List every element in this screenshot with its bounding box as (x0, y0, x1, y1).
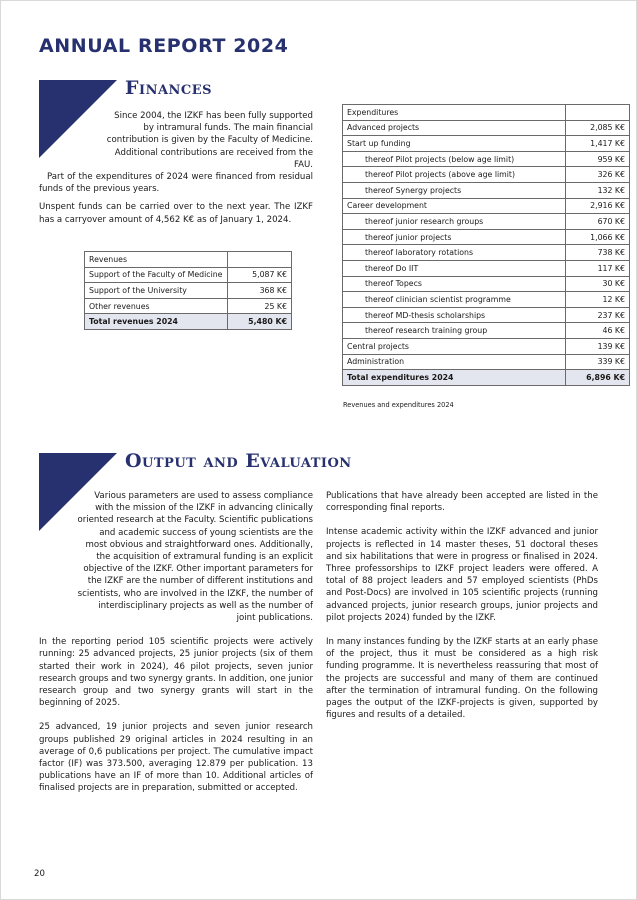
expenditure-value: 117 K€ (566, 260, 630, 276)
expenditure-label: Advanced projects (343, 120, 566, 136)
table-row (343, 198, 630, 214)
table-row (343, 323, 630, 339)
table-row (343, 214, 630, 230)
expenditure-value: 30 K€ (566, 276, 630, 292)
revenue-label: Other revenues (85, 298, 228, 314)
finances-text (39, 110, 313, 226)
expenditure-value: 2,916 K€ (566, 198, 630, 214)
expenditure-sublabel: thereof MD-thesis scholarships (343, 307, 566, 323)
expenditures-table (342, 104, 630, 386)
table-row (343, 292, 630, 308)
table-row (343, 151, 630, 167)
revenue-label: Support of the University (85, 283, 228, 299)
output-heading: Output and Evaluation (125, 450, 352, 472)
total-expenditures-value: 6,896 K€ (566, 370, 630, 386)
revenue-label: Support of the Faculty of Medicine (85, 267, 228, 283)
expenditure-value: 46 K€ (566, 323, 630, 339)
expenditure-label: Administration (343, 354, 566, 370)
page-title: ANNUAL REPORT 2024 (39, 35, 289, 57)
expenditure-value: 1,066 K€ (566, 229, 630, 245)
output-left-column (39, 490, 313, 795)
output-paragraph-2: In the reporting period 105 scientific projects were actively running: 25 advanced projects, 25 junior projects (six of them started their work in 2024), 46 pilot projects, seven junior research groups and two synergy grants. In addition, one junior research group and two synergy grants will start in the beginning of 2025. (39, 637, 313, 709)
expenditure-value: 132 K€ (566, 182, 630, 198)
total-row (85, 314, 292, 330)
revenue-value: 368 K€ (228, 283, 292, 299)
expenditure-sublabel: thereof junior projects (343, 229, 566, 245)
expenditure-value: 12 K€ (566, 292, 630, 308)
expenditure-label: Start up funding (343, 136, 566, 152)
table-row (343, 120, 630, 136)
finances-heading: Finances (125, 77, 213, 99)
table-caption: Revenues and expenditures 2024 (343, 401, 454, 409)
expenditure-value: 237 K€ (566, 307, 630, 323)
finances-paragraph-2: Part of the expenditures of 2024 were financed from residual funds of the previous years. (39, 172, 313, 195)
table-row (343, 182, 630, 198)
expenditure-value: 959 K€ (566, 151, 630, 167)
table-header-empty (228, 252, 292, 268)
table-row (343, 276, 630, 292)
table-header-row (85, 252, 292, 268)
finances-paragraph-3: Unspent funds can be carried over to the next year. The IZKF has a carryover amount of 4,562 K€ as of January 1, 2024. (39, 202, 313, 225)
expenditure-value: 2,085 K€ (566, 120, 630, 136)
expenditure-label: Central projects (343, 338, 566, 354)
total-expenditures-label: Total expenditures 2024 (343, 370, 566, 386)
total-revenues-value: 5,480 K€ (228, 314, 292, 330)
expenditure-sublabel: thereof laboratory rotations (343, 245, 566, 261)
finances-paragraph-1: Since 2004, the IZKF has been fully supported by intramural funds. The main financial contribution is given by the Faculty of Medicine. Additional contributions are received from the FAU. (106, 111, 313, 170)
revenue-value: 25 K€ (228, 298, 292, 314)
expenditures-header: Expenditures (343, 105, 566, 121)
table-row (343, 136, 630, 152)
expenditure-sublabel: thereof Topecs (343, 276, 566, 292)
total-row (343, 370, 630, 386)
expenditure-sublabel: thereof clinician scientist programme (343, 292, 566, 308)
expenditure-label: Career development (343, 198, 566, 214)
expenditure-sublabel: thereof research training group (343, 323, 566, 339)
table-row (343, 260, 630, 276)
table-header-empty (566, 105, 630, 121)
table-row (343, 245, 630, 261)
output-paragraph-3: 25 advanced, 19 junior projects and seven junior research groups published 29 original articles in 2024 resulting in an average of 0,6 publications per project. The cumulative impact factor (IF) was 373.500, averaging 12.879 per publication. 13 publications have an IF of more than 10. Additional articles of finalised projects are in preparation, submitted or accepted. (39, 722, 313, 794)
table-row (343, 338, 630, 354)
table-row (343, 307, 630, 323)
table-row (85, 267, 292, 283)
revenue-value: 5,087 K€ (228, 267, 292, 283)
output-right-column (326, 490, 598, 721)
expenditure-value: 139 K€ (566, 338, 630, 354)
output-paragraph-4: Publications that have already been accepted are listed in the corresponding final reports. (326, 491, 598, 514)
table-row (85, 283, 292, 299)
expenditure-value: 326 K€ (566, 167, 630, 183)
expenditure-sublabel: thereof Pilot projects (above age limit) (343, 167, 566, 183)
revenues-header: Revenues (85, 252, 228, 268)
table-row (343, 229, 630, 245)
expenditure-value: 738 K€ (566, 245, 630, 261)
table-row (343, 354, 630, 370)
table-row (85, 298, 292, 314)
table-header-row (343, 105, 630, 121)
total-revenues-label: Total revenues 2024 (85, 314, 228, 330)
output-paragraph-6: In many instances funding by the IZKF starts at an early phase of the project, thus it must be considered as a high risk funding programme. It is nevertheless reassuring that most of the projects are successful and many of them are continued after the termination of intramural funding. On the following pages the output of the IZKF-projects is given, supported by figures and results of a detailed. (326, 637, 598, 721)
output-paragraph-5: Intense academic activity within the IZKF advanced and junior projects is reflected in 14 master theses, 51 doctoral theses and six habilitations that were in progress or finalised in 2024. Three professorships to IZKF project leaders were offered. A total of 88 project leaders and 57 employed scientists (PhDs and Post-Docs) are involved in 105 scientific projects (running advanced projects, junior research groups, junior projects and pilot projects 2024) funded by the IZKF. (326, 527, 598, 623)
revenues-table (84, 251, 292, 330)
expenditure-sublabel: thereof junior research groups (343, 214, 566, 230)
expenditure-value: 1,417 K€ (566, 136, 630, 152)
page-number: 20 (34, 869, 45, 879)
expenditure-sublabel: thereof Synergy projects (343, 182, 566, 198)
expenditure-sublabel: thereof Pilot projects (below age limit) (343, 151, 566, 167)
output-paragraph-1: Various parameters are used to assess compliance with the mission of the IZKF in advancing clinically oriented research at the Faculty. Scientific publications and academic success of young scientists are the most obvious and straightforward ones. Additionally, the acquisition of extramural funding is an explicit objective of the IZKF. Other important parameters for the IZKF are the number of different institutions and scientists, who are involved in the IZKF, the number of interdisciplinary projects as well as the number of joint publications. (77, 491, 313, 624)
expenditure-value: 339 K€ (566, 354, 630, 370)
expenditure-sublabel: thereof Do IIT (343, 260, 566, 276)
expenditure-value: 670 K€ (566, 214, 630, 230)
table-row (343, 167, 630, 183)
